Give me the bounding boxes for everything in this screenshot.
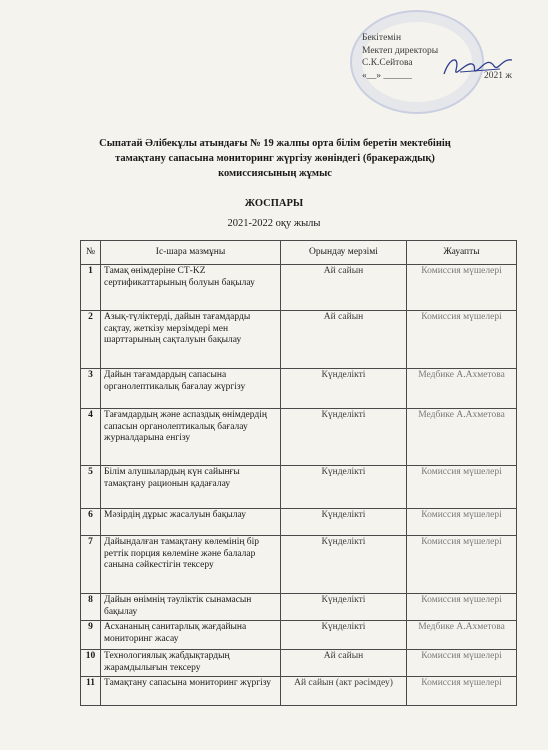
row-number: 11 <box>81 677 101 706</box>
row-number: 6 <box>81 509 101 536</box>
date-day: __» <box>366 70 381 81</box>
table-row <box>81 409 517 466</box>
row-deadline: Күнделікті <box>281 466 407 509</box>
academic-year: 2021-2022 оқу жылы <box>227 218 321 229</box>
header-deadline: Орындау мерзімі <box>281 241 407 265</box>
row-responsible: Комиссия мүшелері <box>407 677 517 706</box>
date-prefix: « <box>362 70 367 81</box>
row-activity: Технологиялық жабдықтардың жарамдылығын тексеру <box>101 650 281 677</box>
date-month: ______ <box>383 70 412 81</box>
row-deadline: Күнделікті <box>281 536 407 594</box>
row-activity: Дайын тағамдардың сапасына органолептикалық бағалау жүргізу <box>101 369 281 409</box>
row-responsible: Комиссия мүшелері <box>407 594 517 621</box>
approval-line-name: С.К.Сейтова <box>362 58 413 68</box>
row-activity: Тамақ өнімдеріне СТ-KZ сертификаттарының болуын бақылау <box>101 265 281 311</box>
row-number: 2 <box>81 311 101 369</box>
row-responsible: Медбике А.Ахметова <box>407 621 517 650</box>
handwritten-signature <box>440 52 516 82</box>
row-activity: Тағамдардың және аспаздық өнімдердің сапасын органолептикалық бағалау журналдарына енгізу <box>101 409 281 466</box>
table-row <box>81 536 517 594</box>
row-deadline: Күнделікті <box>281 509 407 536</box>
header-responsible: Жауапты <box>407 241 517 265</box>
row-number: 5 <box>81 466 101 509</box>
header-number: № <box>81 241 101 265</box>
row-responsible: Комиссия мүшелері <box>407 650 517 677</box>
heading-line-1: Сыпатай Әлібекұлы атындағы № 19 жалпы орта білім беретін мектебінің <box>99 138 451 149</box>
row-responsible: Медбике А.Ахметова <box>407 409 517 466</box>
table-row <box>81 650 517 677</box>
row-activity: Мәзірдің дұрыс жасалуын бақылау <box>101 509 281 536</box>
heading-line-2: тамақтану сапасына мониторинг жүргізу жөніндегі (бракераждық) <box>115 153 435 164</box>
date-year: 2021 ж <box>484 70 512 81</box>
row-responsible: Комиссия мүшелері <box>407 536 517 594</box>
row-activity: Білім алушылардың күн сайынғы тамақтану рационын қадағалау <box>101 466 281 509</box>
row-number: 7 <box>81 536 101 594</box>
table-row <box>81 311 517 369</box>
approval-line-approve: Бекітемін <box>362 33 402 43</box>
plan-table <box>80 240 517 706</box>
document-heading <box>40 136 510 181</box>
table-row <box>81 594 517 621</box>
row-responsible: Комиссия мүшелері <box>407 509 517 536</box>
row-deadline: Күнделікті <box>281 409 407 466</box>
row-deadline: Күнделікті <box>281 369 407 409</box>
row-deadline: Күнделікті <box>281 594 407 621</box>
table-row <box>81 621 517 650</box>
table-row <box>81 369 517 409</box>
row-number: 1 <box>81 265 101 311</box>
row-responsible: Комиссия мүшелері <box>407 466 517 509</box>
row-number: 9 <box>81 621 101 650</box>
table-row <box>81 677 517 706</box>
plan-title: ЖОСПАРЫ <box>244 198 304 209</box>
row-deadline: Ай сайын <box>281 265 407 311</box>
row-responsible: Комиссия мүшелері <box>407 311 517 369</box>
row-deadline: Ай сайын (акт рәсімдеу) <box>281 677 407 706</box>
table-row <box>81 509 517 536</box>
row-number: 8 <box>81 594 101 621</box>
row-deadline: Ай сайын <box>281 650 407 677</box>
row-activity: Дайын өнімнің тәуліктік сынамасын бақылау <box>101 594 281 621</box>
table-header-row <box>81 241 517 265</box>
row-activity: Асхананың санитарлық жағдайына мониторинг жасау <box>101 621 281 650</box>
row-activity: Тамақтану сапасына мониторинг жүргізу <box>101 677 281 706</box>
row-number: 10 <box>81 650 101 677</box>
approval-line-position: Мектеп директоры <box>362 45 439 56</box>
row-activity: Дайындалған тамақтану көлемінің бір реттік порция көлеміне және балалар санына сәйкестігін тексеру <box>101 536 281 594</box>
row-responsible: Медбике А.Ахметова <box>407 369 517 409</box>
table-row <box>81 466 517 509</box>
row-responsible: Комиссия мүшелері <box>407 265 517 311</box>
table-row <box>81 265 517 311</box>
row-deadline: Күнделікті <box>281 621 407 650</box>
heading-line-3: комиссиясының жұмыс <box>218 168 332 179</box>
header-activity: Іс-шара мазмұны <box>101 241 281 265</box>
row-deadline: Ай сайын <box>281 311 407 369</box>
row-activity: Азық-түліктерді, дайын тағамдарды сақтау, жеткізу мерзімдері мен шарттарының сақталуын бақылау <box>101 311 281 369</box>
row-number: 3 <box>81 369 101 409</box>
row-number: 4 <box>81 409 101 466</box>
